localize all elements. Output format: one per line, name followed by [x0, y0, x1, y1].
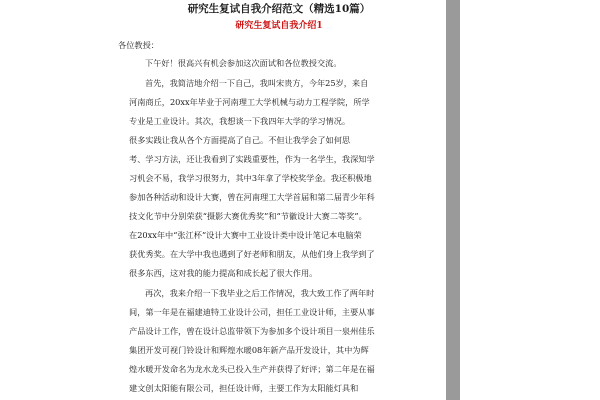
- paragraph-line: 产品设计工作，曾在设计总监带领下为参加多个设计项目一泉州佳乐: [129, 326, 375, 336]
- paragraph-line: 在20xx年中“张江杯”设计大赛中工业设计类中设计笔记本电脑荣: [129, 230, 362, 240]
- paragraph-line: 首先，我简洁地介绍一下自己，我叫宋贵方，今年25岁，来自: [145, 78, 369, 88]
- section-subtitle: 研究生复试自我介绍1: [235, 21, 323, 31]
- paragraph-line: 再次，我来介绍一下我毕业之后工作情况，我大致工作了两年时: [145, 288, 375, 298]
- paragraph-line: 煌水暖开发命名为龙水龙头已投入生产并获得了好评；第二年是在福: [129, 364, 375, 374]
- paragraph-line: 习机会不易，我学习很努力，其中3年拿了学校奖学金。我还积极地: [129, 173, 372, 183]
- viewer-background: [460, 0, 600, 400]
- paragraph-line: 集团开发可视门铃设计和辉煌水暖08年新产品开发设计，其中为辉: [129, 345, 369, 355]
- paragraph-line: 参加各种活动和设计大赛，曾在河南理工大学首届和第二届青少年科: [129, 192, 375, 202]
- paragraph-line: 专业是工业设计。其次，我想谈一下我四年大学的学习情况。: [129, 116, 351, 126]
- paragraph-line: 很多东西，这对我的能力提高和成长起了很大作用。: [129, 268, 318, 278]
- salutation: 各位教授：: [118, 40, 159, 50]
- paragraph-line: 很多实践让我从各个方面提高了自己。不但让我学会了如何思: [129, 135, 351, 145]
- page-gutter: [446, 0, 460, 400]
- document-title: 研究生复试自我介绍范文（精选10篇）: [187, 3, 371, 15]
- paragraph-line: 考、学习方法，还让我看到了实践重要性，作为一名学生，我深知学: [129, 154, 375, 164]
- paragraph-line: 建文创太阳能有限公司，担任设计师，主要工作为太阳能灯具和: [129, 383, 359, 393]
- paragraph-line: 技文化节中分别荣获“摄影大赛优秀奖”和“节徽设计大赛二等奖”。: [129, 211, 367, 221]
- paragraph-line: 间，第一年是在福建迪特工业设计公司，担任工业设计师，主要从事: [129, 307, 375, 317]
- paragraph-line: 下午好！很高兴有机会参加这次面试和各位教授交流。: [145, 58, 342, 68]
- paragraph-line: 获优秀奖。在大学中我也遇到了好老师和朋友，从他们身上我学到了: [129, 249, 375, 259]
- document-page[interactable]: [112, 0, 446, 400]
- paragraph-line: 河南商丘，20xx年毕业于河南理工大学机械与动力工程学院，所学: [129, 97, 370, 107]
